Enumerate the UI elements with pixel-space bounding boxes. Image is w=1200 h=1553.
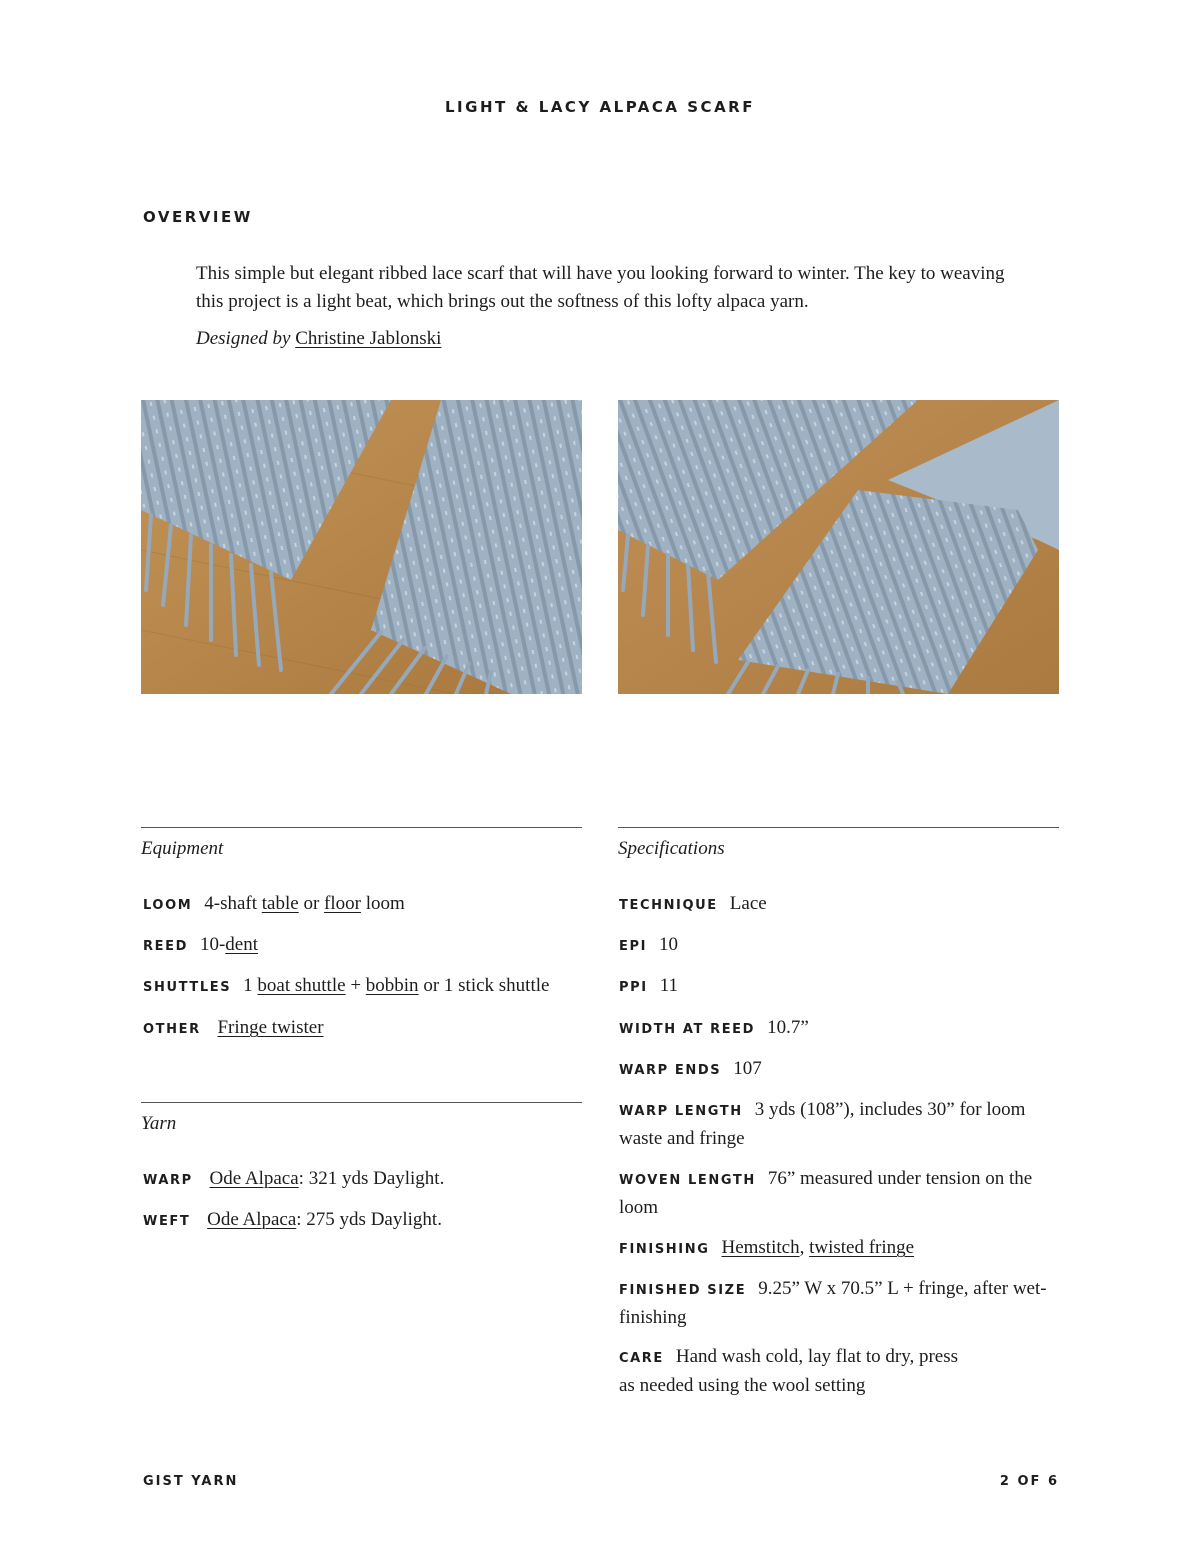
spec-ppi	[619, 972, 1059, 1001]
shuttles-key: SHUTTLES	[143, 980, 232, 995]
spec-care	[619, 1343, 1059, 1399]
overview-text: This simple but elegant ribbed lace scarf that will have you looking forward to winter. The key to weaving this project is a light beat, which brings out the softness of this lofty alpaca yarn.	[196, 263, 1005, 312]
bobbin-link[interactable]: bobbin	[365, 975, 419, 996]
specifications-heading: Specifications	[618, 838, 725, 859]
reed-key: REED	[143, 939, 188, 954]
scarf-photo-left	[141, 400, 582, 694]
shuttles-text-end: or 1 stick shuttle	[418, 975, 550, 996]
yarn-rule	[141, 1102, 582, 1103]
footer-page-number: 2 OF 6	[999, 1474, 1059, 1489]
care-key: CARE	[619, 1351, 664, 1366]
woven-length-key: WOVEN LENGTH	[619, 1173, 756, 1188]
warp-ends-value: 107	[733, 1058, 762, 1079]
spec-width-at-reed	[619, 1014, 1059, 1043]
twisted-fringe-link[interactable]: twisted fringe	[809, 1237, 915, 1258]
specifications-rule	[618, 827, 1059, 828]
loom-text: 4-shaft	[204, 893, 262, 914]
width-value: 10.7”	[767, 1017, 809, 1038]
equipment-heading: Equipment	[141, 838, 224, 859]
equipment-shuttles	[143, 972, 549, 1001]
finishing-key: FINISHING	[619, 1242, 710, 1257]
ppi-key: PPI	[619, 980, 648, 995]
warp-yarn-text: : 321 yds Daylight.	[298, 1168, 445, 1189]
other-key: OTHER	[143, 1022, 201, 1037]
technique-value: Lace	[729, 893, 767, 914]
shuttles-text: 1	[243, 975, 258, 996]
warp-key: WARP	[143, 1173, 193, 1188]
table-link[interactable]: table	[261, 893, 299, 914]
spec-finishing	[619, 1234, 1059, 1263]
boat-shuttle-link[interactable]: boat shuttle	[257, 975, 346, 996]
loom-text-end: loom	[360, 893, 405, 914]
technique-key: TECHNIQUE	[619, 898, 718, 913]
designed-by-label: Designed by	[196, 328, 291, 349]
designer-credit	[196, 328, 441, 350]
yarn-heading: Yarn	[141, 1113, 177, 1134]
scarf-photo-right	[618, 400, 1059, 694]
finishing-comma: ,	[799, 1237, 810, 1258]
dent-link[interactable]: dent	[225, 934, 259, 955]
spec-woven-length	[619, 1165, 1059, 1221]
spec-warp-length	[619, 1096, 1059, 1152]
weft-yarn-text: : 275 yds Daylight.	[296, 1209, 442, 1230]
spec-warp-ends	[619, 1055, 1059, 1084]
designer-link[interactable]: Christine Jablonski	[295, 328, 442, 349]
overview-heading: OVERVIEW	[143, 208, 253, 226]
warp-length-value: 3 yds (108”), includes 30” for loom waste and fringe	[619, 1099, 1026, 1149]
spec-finished-size	[619, 1275, 1059, 1331]
loom-text-or: or	[298, 893, 325, 914]
epi-value: 10	[659, 934, 679, 955]
equipment-loom	[143, 890, 405, 919]
floor-link[interactable]: floor	[324, 893, 361, 914]
footer-brand: GIST YARN	[143, 1474, 239, 1489]
finished-size-value: 9.25” W x 70.5” L + fringe, after wet-finishing	[619, 1278, 1047, 1328]
warp-yarn-link[interactable]: Ode Alpaca	[209, 1168, 299, 1189]
width-key: WIDTH AT REED	[619, 1022, 756, 1037]
weft-key: WEFT	[143, 1214, 191, 1229]
loom-key: LOOM	[143, 898, 193, 913]
shuttles-plus: +	[345, 975, 366, 996]
hemstitch-link[interactable]: Hemstitch	[721, 1237, 800, 1258]
woven-length-value: 76” measured under tension on the loom	[619, 1168, 1033, 1218]
equipment-reed	[143, 931, 258, 960]
fringe-twister-link[interactable]: Fringe twister	[217, 1017, 324, 1038]
care-value-line1: Hand wash cold, lay flat to dry, press	[675, 1346, 959, 1367]
care-value-line2: as needed using the wool setting	[619, 1375, 866, 1396]
spec-epi	[619, 931, 1059, 960]
document-title: LIGHT & LACY ALPACA SCARF	[445, 98, 755, 116]
weft-yarn-link[interactable]: Ode Alpaca	[207, 1209, 297, 1230]
reed-text: 10-	[199, 934, 226, 955]
epi-key: EPI	[619, 939, 648, 954]
yarn-warp	[143, 1165, 444, 1194]
equipment-other	[143, 1014, 324, 1043]
warp-length-key: WARP LENGTH	[619, 1104, 743, 1119]
yarn-weft	[143, 1206, 442, 1235]
warp-ends-key: WARP ENDS	[619, 1063, 722, 1078]
ppi-value: 11	[659, 975, 678, 996]
spec-technique	[619, 890, 1059, 919]
finished-size-key: FINISHED SIZE	[619, 1283, 747, 1298]
equipment-rule	[141, 827, 582, 828]
